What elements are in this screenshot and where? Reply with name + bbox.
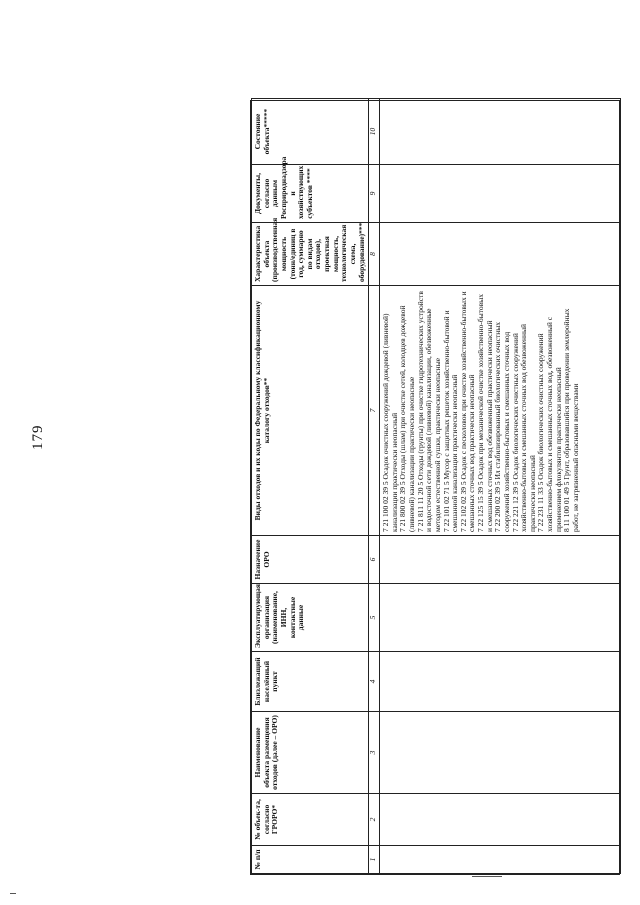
cell-object-name	[380, 712, 621, 794]
waste-entry: 7 21 811 11 20 5 Отходы (грунты) при очистке гидротехнических устройств и водосточной сети дождевой (ливневой) канализации, обезвоженные методом естественной сушки, практически неопасные	[415, 291, 442, 532]
waste-entry: 7 22 221 12 39 5 Осадок биологических очистных сооружений хозяйственно-бытовых и смешанных сточных вод обезвоженный практически неопасный	[510, 323, 537, 532]
column-number: 6	[369, 536, 380, 584]
waste-entry: 8 11 100 01 49 5 Грунт, образовавшийся при проведении землеройных работ, не загрязненный опасными веществами	[562, 308, 580, 532]
column-number: 4	[369, 652, 380, 712]
waste-entry: 7 22 231 11 33 5 Осадок биологических очистных сооружений хозяйственно-бытовых и смешанных сточных вод, обезвоженный с применением флокулянтов практически неопасный	[536, 316, 563, 532]
header-object-number: № объек-та, согласно ГРОРО*	[252, 794, 369, 846]
cell-characteristics	[380, 223, 621, 286]
header-purpose: Назначение ОРО	[252, 536, 369, 584]
header-documents: Документы, согласно данным Росприроднадзора и хозяйствующих субъектов ****	[252, 165, 369, 223]
waste-entry: 7 22 125 15 39 5 Осадок при механической очистке хозяйственно-бытовых и смешанных сточных вод обезвоженный практически неопасный	[476, 294, 494, 532]
waste-entry: 7 22 200 02 39 5 Ил стабилизированный биологических очистных сооружений хозяйственно-бытовых и смешанных сточных вод	[493, 321, 511, 532]
header-waste-types: Виды отходов и их коды по Федеральному классификационному каталогу отходов**	[252, 286, 369, 536]
footer-divider	[472, 876, 502, 877]
cell-operator	[380, 584, 621, 652]
registry-table	[250, 100, 620, 875]
column-number: 9	[369, 165, 380, 223]
waste-types-cell	[380, 286, 621, 536]
waste-entry: 7 22 102 02 39 5 Осадок с песколовок при очистке хозяйственно-бытовых и смешанных сточных вод практически неопасный	[458, 291, 477, 532]
column-number: 8	[369, 223, 380, 286]
header-index: № п/п	[252, 846, 369, 874]
column-number: 1	[369, 846, 380, 874]
cell-status	[380, 99, 621, 165]
cell-object-number	[380, 794, 621, 846]
page-number: 179	[30, 424, 46, 450]
column-number: 3	[369, 712, 380, 794]
header-status: Состояние объекта*****	[252, 99, 369, 165]
waste-entry: 7 21 800 02 39 5 Отходы (шлам) при очистке сетей, колодцев дождевой (ливневой) канализации практически неопасные	[398, 305, 416, 532]
corner-mark	[10, 893, 16, 894]
cell-index	[380, 846, 621, 874]
header-nearest-settlement: Близлежащий населённый пункт	[252, 652, 369, 712]
column-number: 2	[369, 794, 380, 846]
header-object-name: Наименование объекта размещения отходов (далее – ОРО)	[252, 712, 369, 794]
column-number: 10	[369, 99, 380, 165]
cell-purpose	[380, 536, 621, 584]
cell-documents	[380, 165, 621, 223]
header-characteristics: Характеристика объекта (производственная мощность (тонн/единиц в год, суммарно по видам отходов), проектная мощность, технологическая схема, оборудование)***	[252, 223, 369, 286]
waste-entry: 7 21 100 02 39 5 Осадок очистных сооружений дождевой (ливневой) канализации практически неопасный	[381, 313, 399, 532]
cell-settlement	[380, 652, 621, 712]
column-number: 5	[369, 584, 380, 652]
header-operator: Эксплуатирующая организация (наименование, ИНН, контактные данные	[252, 584, 369, 652]
column-number: 7	[369, 286, 380, 536]
waste-entry: 7 22 101 02 71 5 Мусор с защитных решеток хозяйственно-бытовой и смешанной канализации практически неопасный	[441, 310, 460, 532]
